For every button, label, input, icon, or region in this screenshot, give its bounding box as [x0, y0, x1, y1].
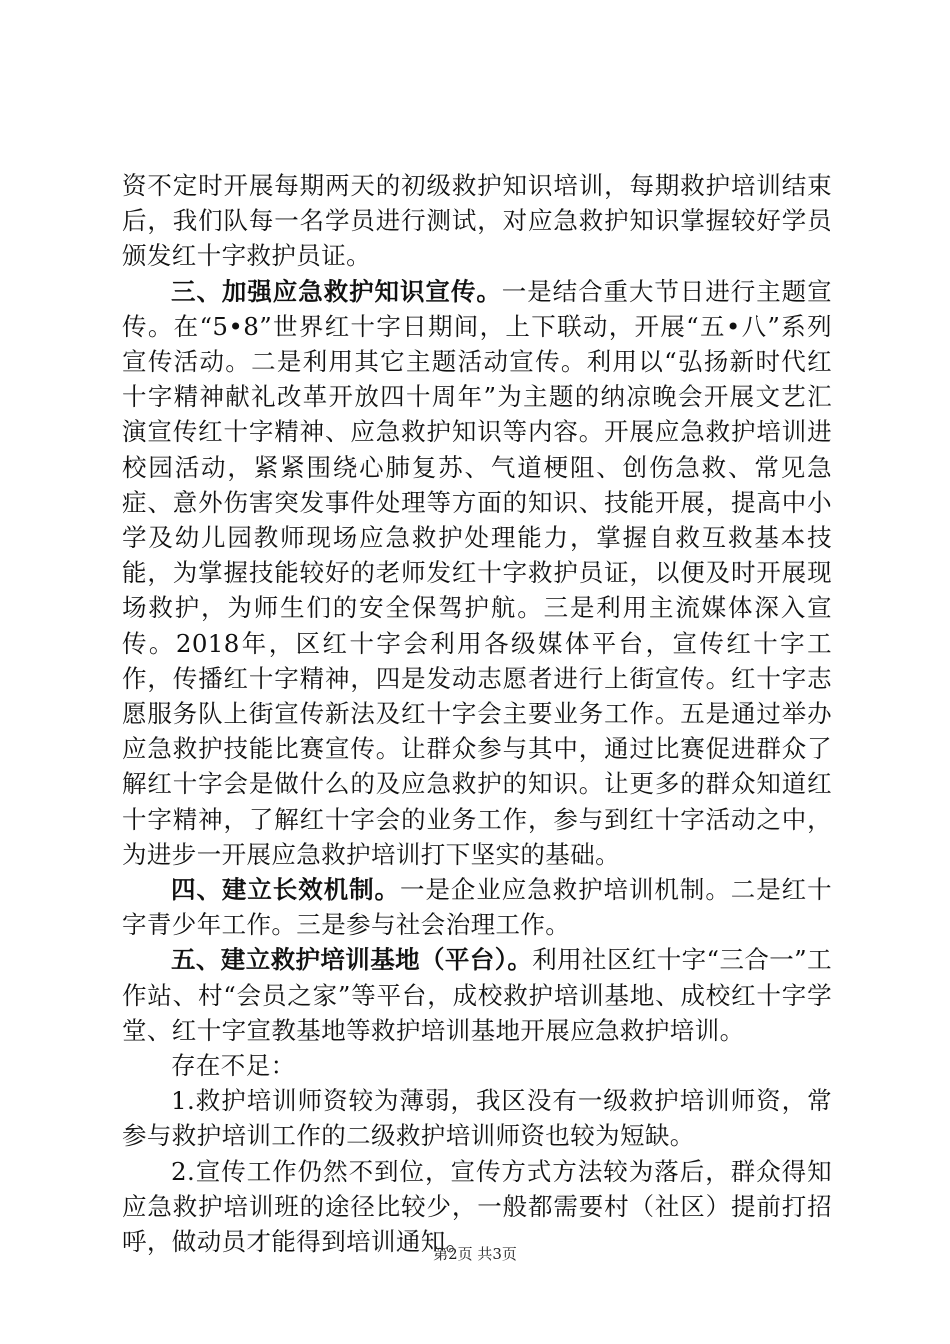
shortcoming-item-2: 2.宣传工作仍然不到位，宣传方式方法较为落后，群众得知应急救护培训班的途径比较少，一般都需要村（社区）提前打招呼，做动员才能得到培训通知。: [122, 1156, 832, 1257]
paragraph-section-four: [122, 872, 832, 942]
shortcomings-heading: 存在不足：: [171, 1051, 296, 1081]
paragraph-section-five: [122, 942, 832, 1048]
section-three-heading: 三、加强应急救护知识宣传。: [171, 276, 502, 306]
paragraph-continuation: 资不定时开展每期两天的初级救护知识培训，每期救护培训结束后，我们队每一名学员进行测试，对应急救护知识掌握较好学员颁发红十字救护员证。: [122, 171, 832, 271]
section-five-body: 利用社区红十字“三合一”工作站、村“会员之家”等平台，成校救护培训基地、成校红十字学堂、红十字宣教基地等救护培训基地开展应急救护培训。: [122, 945, 832, 1045]
section-four-heading: 四、建立长效机制。: [171, 875, 400, 905]
page-number-footer: 第2页 共3页: [433, 1245, 517, 1263]
section-three-body: 一是结合重大节日进行主题宣传。在“5•8”世界红十字日期间，上下联动，开展“五•八”系列宣传活动。二是利用其它主题活动宣传。利用以“弘扬新时代红十字精神献礼改革开放四十周年”为主题的纳凉晚会开展文艺汇演宣传红十字精神、应急救护知识等内容。开展应急救护培训进校园活动，紧紧围绕心肺复苏、气道梗阻、创伤急救、常见急症、意外伤害突发事件处理等方面的知识、技能开展，提高中小学及幼儿园教师现场应急救护处理能力，掌握自救互救基本技能，为掌握技能较好的老师发红十字救护员证，以便及时开展现场救护，为师生们的安全保驾护航。三是利用主流媒体深入宣传。2018年，区红十字会利用各级媒体平台，宣传红十字工作，传播红十字精神，四是发动志愿者进行上街宣传。红十字志愿服务队上街宣传新法及红十字会主要业务工作。五是通过举办应急救护技能比赛宣传。让群众参与其中，通过比赛促进群众了解红十字会是做什么的及应急救护的知识。让更多的群众知道红十字精神，了解红十字会的业务工作，参与到红十字活动之中，为进步一开展应急救护培训打下坚实的基础。: [122, 276, 833, 869]
paragraph-section-three: [122, 274, 832, 872]
section-five-heading: 五、建立救护培训基地（平台）。: [171, 945, 533, 975]
shortcoming-item-1: 1.救护培训师资较为薄弱，我区没有一级救护培训师资，常参与救护培训工作的二级救护培训师资也较为短缺。: [122, 1086, 832, 1151]
document-body: [122, 168, 832, 1259]
section-four-body: 一是企业应急救护培训机制。二是红十字青少年工作。三是参与社会治理工作。: [122, 875, 832, 940]
